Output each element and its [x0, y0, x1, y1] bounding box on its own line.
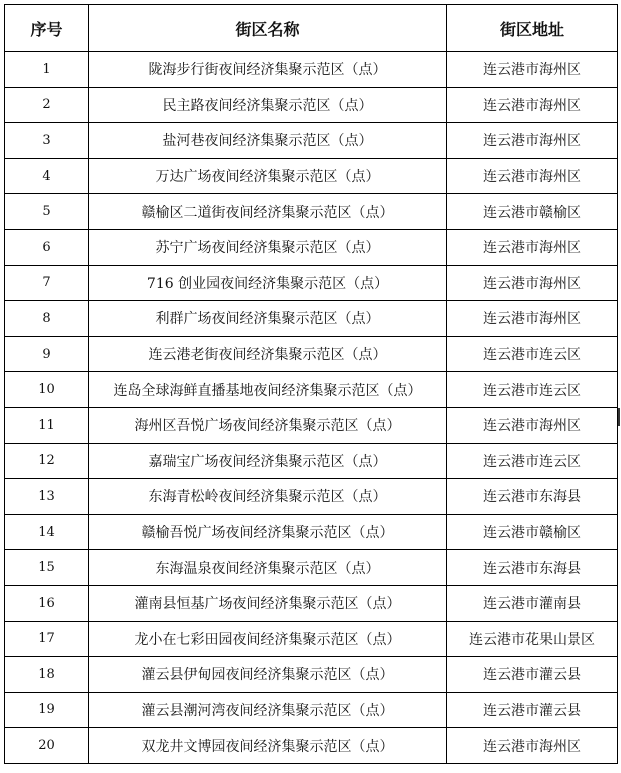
table-row [5, 52, 618, 88]
cell-name: 连岛全球海鲜直播基地夜间经济集聚示范区（点） [89, 372, 447, 408]
cell-address: 连云港市海州区 [447, 407, 618, 443]
table-row [5, 585, 618, 621]
table-row [5, 514, 618, 550]
table-row [5, 443, 618, 479]
cell-address: 连云港市赣榆区 [447, 514, 618, 550]
table-row [5, 229, 618, 265]
cell-name: 龙小在七彩田园夜间经济集聚示范区（点） [89, 621, 447, 657]
table-header [5, 5, 618, 52]
cell-index: 15 [5, 550, 89, 586]
table-row [5, 194, 618, 230]
cell-address: 连云港市海州区 [447, 87, 618, 123]
cell-address: 连云港市灌南县 [447, 585, 618, 621]
table-body [5, 52, 618, 764]
table-row [5, 372, 618, 408]
header-row [5, 5, 618, 52]
cell-index: 19 [5, 692, 89, 728]
cell-index: 7 [5, 265, 89, 301]
cell-index: 20 [5, 728, 89, 764]
cell-address: 连云港市海州区 [447, 158, 618, 194]
cell-index: 18 [5, 657, 89, 693]
cell-address: 连云港市东海县 [447, 479, 618, 515]
cell-index: 17 [5, 621, 89, 657]
cell-index: 5 [5, 194, 89, 230]
cell-index: 2 [5, 87, 89, 123]
cell-name: 陇海步行街夜间经济集聚示范区（点） [89, 52, 447, 88]
cell-name: 716 创业园夜间经济集聚示范区（点） [89, 265, 447, 301]
table-row [5, 265, 618, 301]
cell-address: 连云港市灌云县 [447, 692, 618, 728]
cell-address: 连云港市海州区 [447, 229, 618, 265]
table-row [5, 479, 618, 515]
table-row [5, 657, 618, 693]
table-row [5, 123, 618, 159]
cell-index: 9 [5, 336, 89, 372]
cell-index: 6 [5, 229, 89, 265]
page-edge-mark [618, 408, 620, 426]
cell-name: 民主路夜间经济集聚示范区（点） [89, 87, 447, 123]
cell-address: 连云港市海州区 [447, 123, 618, 159]
cell-address: 连云港市海州区 [447, 52, 618, 88]
cell-address: 连云港市海州区 [447, 265, 618, 301]
cell-address: 连云港市灌云县 [447, 657, 618, 693]
cell-index: 3 [5, 123, 89, 159]
header-index: 序号 [5, 5, 89, 52]
cell-index: 16 [5, 585, 89, 621]
cell-name: 东海青松岭夜间经济集聚示范区（点） [89, 479, 447, 515]
cell-index: 10 [5, 372, 89, 408]
cell-name: 灌云县潮河湾夜间经济集聚示范区（点） [89, 692, 447, 728]
cell-address: 连云港市连云区 [447, 443, 618, 479]
cell-address: 连云港市赣榆区 [447, 194, 618, 230]
cell-address: 连云港市东海县 [447, 550, 618, 586]
table-row [5, 158, 618, 194]
table-row [5, 301, 618, 337]
table-row [5, 407, 618, 443]
cell-index: 13 [5, 479, 89, 515]
cell-name: 利群广场夜间经济集聚示范区（点） [89, 301, 447, 337]
cell-name: 嘉瑞宝广场夜间经济集聚示范区（点） [89, 443, 447, 479]
cell-address: 连云港市海州区 [447, 301, 618, 337]
cell-address: 连云港市连云区 [447, 336, 618, 372]
table-row [5, 692, 618, 728]
cell-name: 万达广场夜间经济集聚示范区（点） [89, 158, 447, 194]
header-address: 街区地址 [447, 5, 618, 52]
cell-name: 海州区吾悦广场夜间经济集聚示范区（点） [89, 407, 447, 443]
district-table [4, 4, 618, 764]
cell-index: 14 [5, 514, 89, 550]
table-row [5, 550, 618, 586]
cell-index: 8 [5, 301, 89, 337]
cell-name: 灌云县伊甸园夜间经济集聚示范区（点） [89, 657, 447, 693]
cell-index: 12 [5, 443, 89, 479]
cell-address: 连云港市海州区 [447, 728, 618, 764]
table-row [5, 87, 618, 123]
header-name: 街区名称 [89, 5, 447, 52]
table-row [5, 728, 618, 764]
cell-name: 赣榆吾悦广场夜间经济集聚示范区（点） [89, 514, 447, 550]
cell-name: 东海温泉夜间经济集聚示范区（点） [89, 550, 447, 586]
cell-name: 赣榆区二道街夜间经济集聚示范区（点） [89, 194, 447, 230]
cell-name: 连云港老街夜间经济集聚示范区（点） [89, 336, 447, 372]
table-row [5, 336, 618, 372]
cell-name: 灌南县恒基广场夜间经济集聚示范区（点） [89, 585, 447, 621]
table-row [5, 621, 618, 657]
cell-index: 11 [5, 407, 89, 443]
cell-address: 连云港市花果山景区 [447, 621, 618, 657]
cell-index: 1 [5, 52, 89, 88]
cell-name: 苏宁广场夜间经济集聚示范区（点） [89, 229, 447, 265]
cell-name: 盐河巷夜间经济集聚示范区（点） [89, 123, 447, 159]
cell-name: 双龙井文博园夜间经济集聚示范区（点） [89, 728, 447, 764]
cell-index: 4 [5, 158, 89, 194]
cell-address: 连云港市连云区 [447, 372, 618, 408]
